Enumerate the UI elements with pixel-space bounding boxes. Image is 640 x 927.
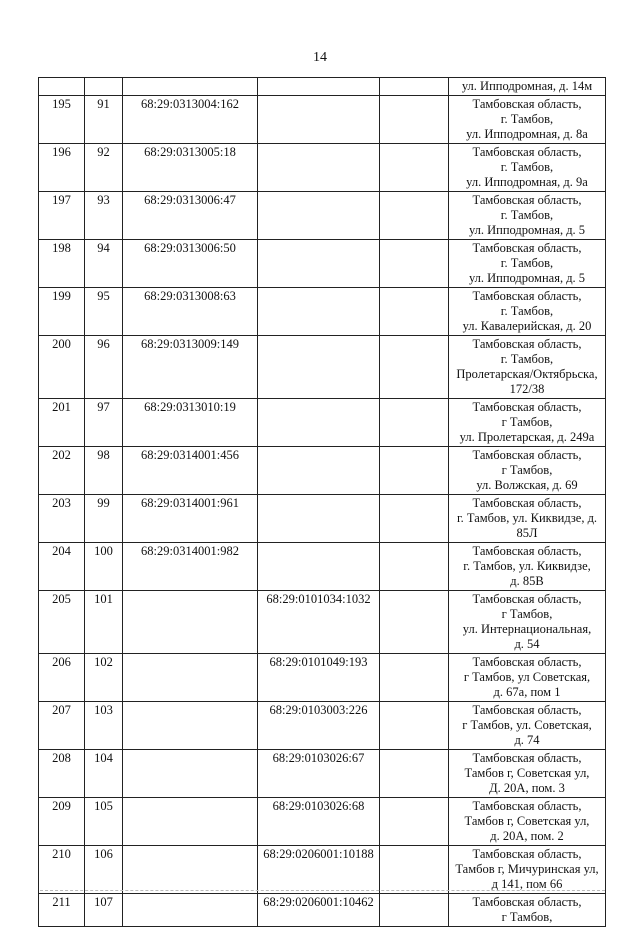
row-number-cell: 211 xyxy=(39,894,85,927)
address-line: г. Тамбов, xyxy=(500,256,554,270)
address-line: г Тамбов, xyxy=(501,910,553,924)
cadastral-number-cell: 68:29:0313010:19 xyxy=(123,399,258,447)
address-line: г Тамбов, xyxy=(501,607,553,621)
address-line: г. Тамбов, xyxy=(500,352,554,366)
row-subnumber-cell: 106 xyxy=(85,846,123,894)
address-line: Тамбовская область, xyxy=(472,703,582,717)
address-line: 85Л xyxy=(516,526,538,540)
cadastral-number-alt-cell xyxy=(258,240,380,288)
row-subnumber-cell: 99 xyxy=(85,495,123,543)
cadastral-number-cell xyxy=(123,78,258,96)
address-cell xyxy=(449,336,606,399)
empty-cell xyxy=(380,591,449,654)
address-cell xyxy=(449,591,606,654)
row-subnumber-cell: 91 xyxy=(85,96,123,144)
address-line: д. 74 xyxy=(514,733,540,747)
row-subnumber-cell: 98 xyxy=(85,447,123,495)
address-line: ул. Волжская, д. 69 xyxy=(476,478,578,492)
address-cell xyxy=(449,702,606,750)
cadastral-number-alt-cell: 68:29:0206001:10188 xyxy=(258,846,380,894)
empty-cell xyxy=(380,288,449,336)
cadastral-number-cell: 68:29:0313005:18 xyxy=(123,144,258,192)
cadastral-number-alt-cell xyxy=(258,336,380,399)
address-line: Тамбов г, Советская ул, xyxy=(464,814,590,828)
address-line: Тамбовская область, xyxy=(472,241,582,255)
address-line: д. 54 xyxy=(514,637,540,651)
cadastral-number-alt-cell: 68:29:0206001:10462 xyxy=(258,894,380,927)
address-line: ул. Ипподромная, д. 5 xyxy=(468,223,586,237)
cadastral-number-cell xyxy=(123,846,258,894)
row-number-cell: 201 xyxy=(39,399,85,447)
table-row xyxy=(39,846,606,894)
address-cell xyxy=(449,495,606,543)
empty-cell xyxy=(380,336,449,399)
address-line: г Тамбов, ул. Советская, xyxy=(462,718,592,732)
cadastral-number-cell: 68:29:0313006:47 xyxy=(123,192,258,240)
row-subnumber-cell: 102 xyxy=(85,654,123,702)
cadastral-number-cell: 68:29:0314001:961 xyxy=(123,495,258,543)
address-line: Тамбовская область, xyxy=(472,400,582,414)
cadastral-number-alt-cell xyxy=(258,543,380,591)
empty-cell xyxy=(380,447,449,495)
cadastral-number-alt-cell xyxy=(258,447,380,495)
row-number-cell: 210 xyxy=(39,846,85,894)
row-subnumber-cell: 101 xyxy=(85,591,123,654)
row-subnumber-cell: 92 xyxy=(85,144,123,192)
table-row xyxy=(39,495,606,543)
table-row xyxy=(39,78,606,96)
cadastral-number-cell xyxy=(123,894,258,927)
table-row xyxy=(39,399,606,447)
empty-cell xyxy=(380,96,449,144)
address-line: ул. Пролетарская, д. 249а xyxy=(459,430,595,444)
address-line: г. Тамбов, ул. Киквидзе, xyxy=(463,559,591,573)
address-cell xyxy=(449,288,606,336)
table-row xyxy=(39,894,606,927)
address-line: г. Тамбов, xyxy=(500,112,554,126)
row-subnumber-cell: 103 xyxy=(85,702,123,750)
row-number-cell: 204 xyxy=(39,543,85,591)
empty-cell xyxy=(380,846,449,894)
empty-cell xyxy=(380,894,449,927)
cadastral-number-cell: 68:29:0313008:63 xyxy=(123,288,258,336)
cadastral-number-cell: 68:29:0314001:456 xyxy=(123,447,258,495)
address-line: Тамбовская область, xyxy=(472,193,582,207)
row-number-cell: 199 xyxy=(39,288,85,336)
address-cell xyxy=(449,543,606,591)
address-line: Тамбовская область, xyxy=(472,97,582,111)
empty-cell xyxy=(380,399,449,447)
empty-cell xyxy=(380,798,449,846)
row-subnumber-cell: 96 xyxy=(85,336,123,399)
address-line: д 141, пом 66 xyxy=(491,877,563,891)
cadastral-number-alt-cell: 68:29:0101049:193 xyxy=(258,654,380,702)
address-line: д. 67а, пом 1 xyxy=(493,685,561,699)
address-line: Тамбовская область, xyxy=(472,592,582,606)
table-row xyxy=(39,750,606,798)
cadastral-number-alt-cell xyxy=(258,399,380,447)
table-row xyxy=(39,192,606,240)
row-number-cell: 208 xyxy=(39,750,85,798)
address-line: Тамбов г, Советская ул, xyxy=(464,766,590,780)
address-cell xyxy=(449,192,606,240)
address-line: ул. Ипподромная, д. 8а xyxy=(466,127,588,141)
row-number-cell: 196 xyxy=(39,144,85,192)
address-line: д. 85В xyxy=(510,574,544,588)
address-cell xyxy=(449,96,606,144)
row-number-cell: 200 xyxy=(39,336,85,399)
table-row xyxy=(39,240,606,288)
cadastral-number-cell: 68:29:0314001:982 xyxy=(123,543,258,591)
table-row xyxy=(39,96,606,144)
cadastral-number-cell xyxy=(123,654,258,702)
address-line: Тамбовская область, xyxy=(472,655,582,669)
address-line: Тамбовская область, xyxy=(472,145,582,159)
cadastral-number-cell xyxy=(123,702,258,750)
address-line: Тамбовская область, xyxy=(472,448,582,462)
address-cell xyxy=(449,240,606,288)
cadastral-number-alt-cell xyxy=(258,78,380,96)
row-number-cell: 206 xyxy=(39,654,85,702)
table-row xyxy=(39,591,606,654)
cadastral-number-cell xyxy=(123,798,258,846)
cadastral-number-alt-cell xyxy=(258,192,380,240)
row-number-cell: 203 xyxy=(39,495,85,543)
row-subnumber-cell: 94 xyxy=(85,240,123,288)
address-line: Тамбовская область, xyxy=(472,751,582,765)
cadastral-number-alt-cell xyxy=(258,495,380,543)
row-number-cell xyxy=(39,78,85,96)
cadastral-number-alt-cell: 68:29:0103003:226 xyxy=(258,702,380,750)
address-line: ул. Интернациональная, xyxy=(462,622,592,636)
address-cell xyxy=(449,399,606,447)
row-subnumber-cell: 93 xyxy=(85,192,123,240)
address-cell xyxy=(449,894,606,927)
row-number-cell: 198 xyxy=(39,240,85,288)
cadastral-number-alt-cell xyxy=(258,144,380,192)
table-row xyxy=(39,336,606,399)
cadastral-number-cell: 68:29:0313006:50 xyxy=(123,240,258,288)
row-number-cell: 197 xyxy=(39,192,85,240)
row-number-cell: 207 xyxy=(39,702,85,750)
cadastral-number-cell xyxy=(123,591,258,654)
address-line: Тамбовская область, xyxy=(472,289,582,303)
address-line: г. Тамбов, xyxy=(500,160,554,174)
table-row xyxy=(39,702,606,750)
address-cell xyxy=(449,78,606,96)
row-subnumber-cell: 97 xyxy=(85,399,123,447)
empty-cell xyxy=(380,654,449,702)
empty-cell xyxy=(380,702,449,750)
address-line: д. 20А, пом. 2 xyxy=(490,829,564,843)
address-cell xyxy=(449,144,606,192)
row-number-cell: 205 xyxy=(39,591,85,654)
address-line: 172/38 xyxy=(509,382,545,396)
row-number-cell: 195 xyxy=(39,96,85,144)
row-number-cell: 202 xyxy=(39,447,85,495)
address-line: ул. Кавалерийская, д. 20 xyxy=(462,319,592,333)
address-cell xyxy=(449,447,606,495)
empty-cell xyxy=(380,750,449,798)
address-cell xyxy=(449,750,606,798)
row-subnumber-cell: 95 xyxy=(85,288,123,336)
empty-cell xyxy=(380,240,449,288)
table-row xyxy=(39,447,606,495)
cadastral-number-cell xyxy=(123,750,258,798)
page-number: 14 xyxy=(313,50,327,65)
page-bottom-rule xyxy=(40,890,605,891)
address-line: Пролетарская/Октябрьска, xyxy=(456,367,598,381)
address-line: Тамбовская область, xyxy=(472,895,582,909)
address-line: г. Тамбов, xyxy=(500,208,554,222)
table-row xyxy=(39,144,606,192)
table-row xyxy=(39,654,606,702)
row-subnumber-cell xyxy=(85,78,123,96)
table-row xyxy=(39,543,606,591)
row-subnumber-cell: 105 xyxy=(85,798,123,846)
address-line: Тамбовская область, xyxy=(472,337,582,351)
cadastral-number-cell: 68:29:0313009:149 xyxy=(123,336,258,399)
address-line: г Тамбов, xyxy=(501,415,553,429)
row-subnumber-cell: 107 xyxy=(85,894,123,927)
row-subnumber-cell: 100 xyxy=(85,543,123,591)
address-line: Тамбов г, Мичуринская ул, xyxy=(455,862,599,876)
parcel-registry-table xyxy=(38,77,606,927)
cadastral-number-alt-cell xyxy=(258,96,380,144)
table-row xyxy=(39,798,606,846)
address-line: ул. Ипподромная, д. 14м xyxy=(461,79,593,93)
cadastral-number-alt-cell xyxy=(258,288,380,336)
empty-cell xyxy=(380,144,449,192)
row-number-cell: 209 xyxy=(39,798,85,846)
empty-cell xyxy=(380,192,449,240)
registry-table-body xyxy=(39,78,606,927)
address-line: г. Тамбов, ул. Киквидзе, д. xyxy=(456,511,598,525)
address-line: Тамбовская область, xyxy=(472,799,582,813)
address-line: Тамбовская область, xyxy=(472,496,582,510)
address-line: Тамбовская область, xyxy=(472,847,582,861)
address-line: г. Тамбов, xyxy=(500,304,554,318)
cadastral-number-cell: 68:29:0313004:162 xyxy=(123,96,258,144)
address-line: Д. 20А, пом. 3 xyxy=(489,781,565,795)
address-line: г Тамбов, xyxy=(501,463,553,477)
cadastral-number-alt-cell: 68:29:0101034:1032 xyxy=(258,591,380,654)
address-cell xyxy=(449,798,606,846)
address-cell xyxy=(449,654,606,702)
address-cell xyxy=(449,846,606,894)
empty-cell xyxy=(380,495,449,543)
address-line: ул. Ипподромная, д. 9а xyxy=(466,175,588,189)
address-line: Тамбовская область, xyxy=(472,544,582,558)
row-subnumber-cell: 104 xyxy=(85,750,123,798)
empty-cell xyxy=(380,78,449,96)
cadastral-number-alt-cell: 68:29:0103026:68 xyxy=(258,798,380,846)
address-line: ул. Ипподромная, д. 5 xyxy=(468,271,586,285)
address-line: г Тамбов, ул Советская, xyxy=(463,670,591,684)
table-row xyxy=(39,288,606,336)
cadastral-number-alt-cell: 68:29:0103026:67 xyxy=(258,750,380,798)
empty-cell xyxy=(380,543,449,591)
